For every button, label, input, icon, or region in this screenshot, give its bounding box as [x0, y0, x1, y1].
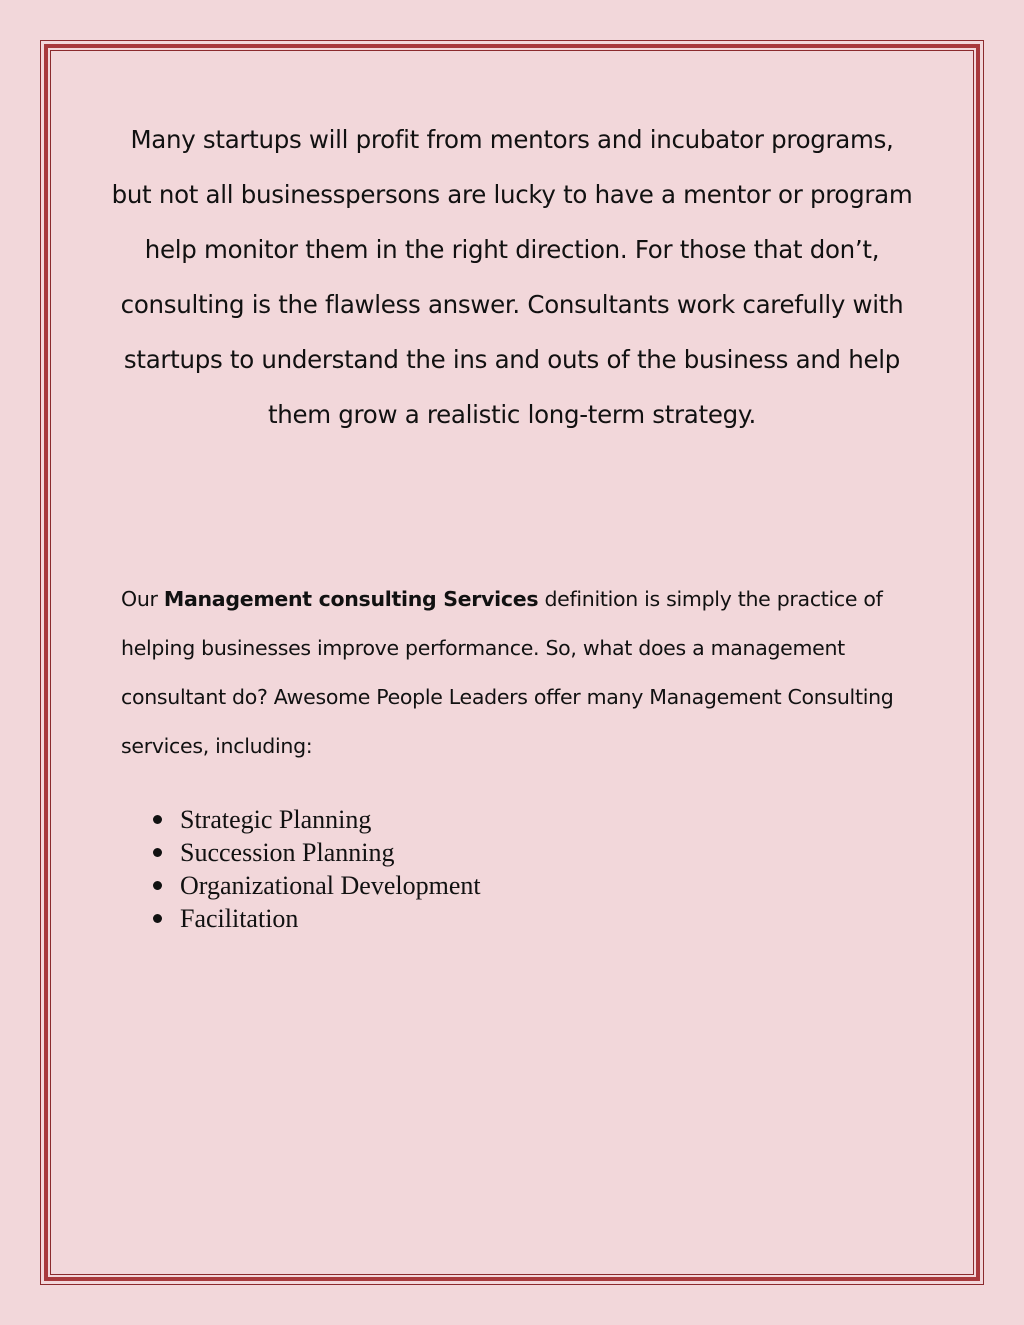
list-item — [150, 836, 481, 869]
bullet-icon — [153, 881, 162, 890]
service-label: Succession Planning — [180, 838, 395, 867]
service-label: Organizational Development — [180, 871, 481, 900]
intro-paragraph: Many startups will profit from mentors and incubator programs, but not all businesspersons are lucky to have a mentor or program help monitor them in the right direction. For those that don’t, consulting is the flawless answer. Consultants work carefully with startups to understand the ins and outs of the business and help them grow a realistic long-term strategy. — [111, 125, 913, 429]
services-paragraph-suffix: definition is simply the practice of helping businesses improve performance. So, what does a management consultant do? Awesome People Leaders offer many Management Consulting services, including: — [121, 587, 894, 758]
list-item — [150, 902, 481, 935]
service-label: Strategic Planning — [180, 805, 372, 834]
bullet-icon — [153, 914, 162, 923]
bullet-icon — [153, 848, 162, 857]
bullet-icon — [153, 815, 162, 824]
services-paragraph-prefix: Our — [121, 587, 164, 611]
services-paragraph — [121, 575, 911, 771]
services-highlight: Management consulting Services — [163, 587, 539, 611]
list-item — [150, 803, 481, 836]
list-item — [150, 869, 481, 902]
service-label: Facilitation — [180, 904, 299, 933]
services-list — [150, 803, 481, 935]
